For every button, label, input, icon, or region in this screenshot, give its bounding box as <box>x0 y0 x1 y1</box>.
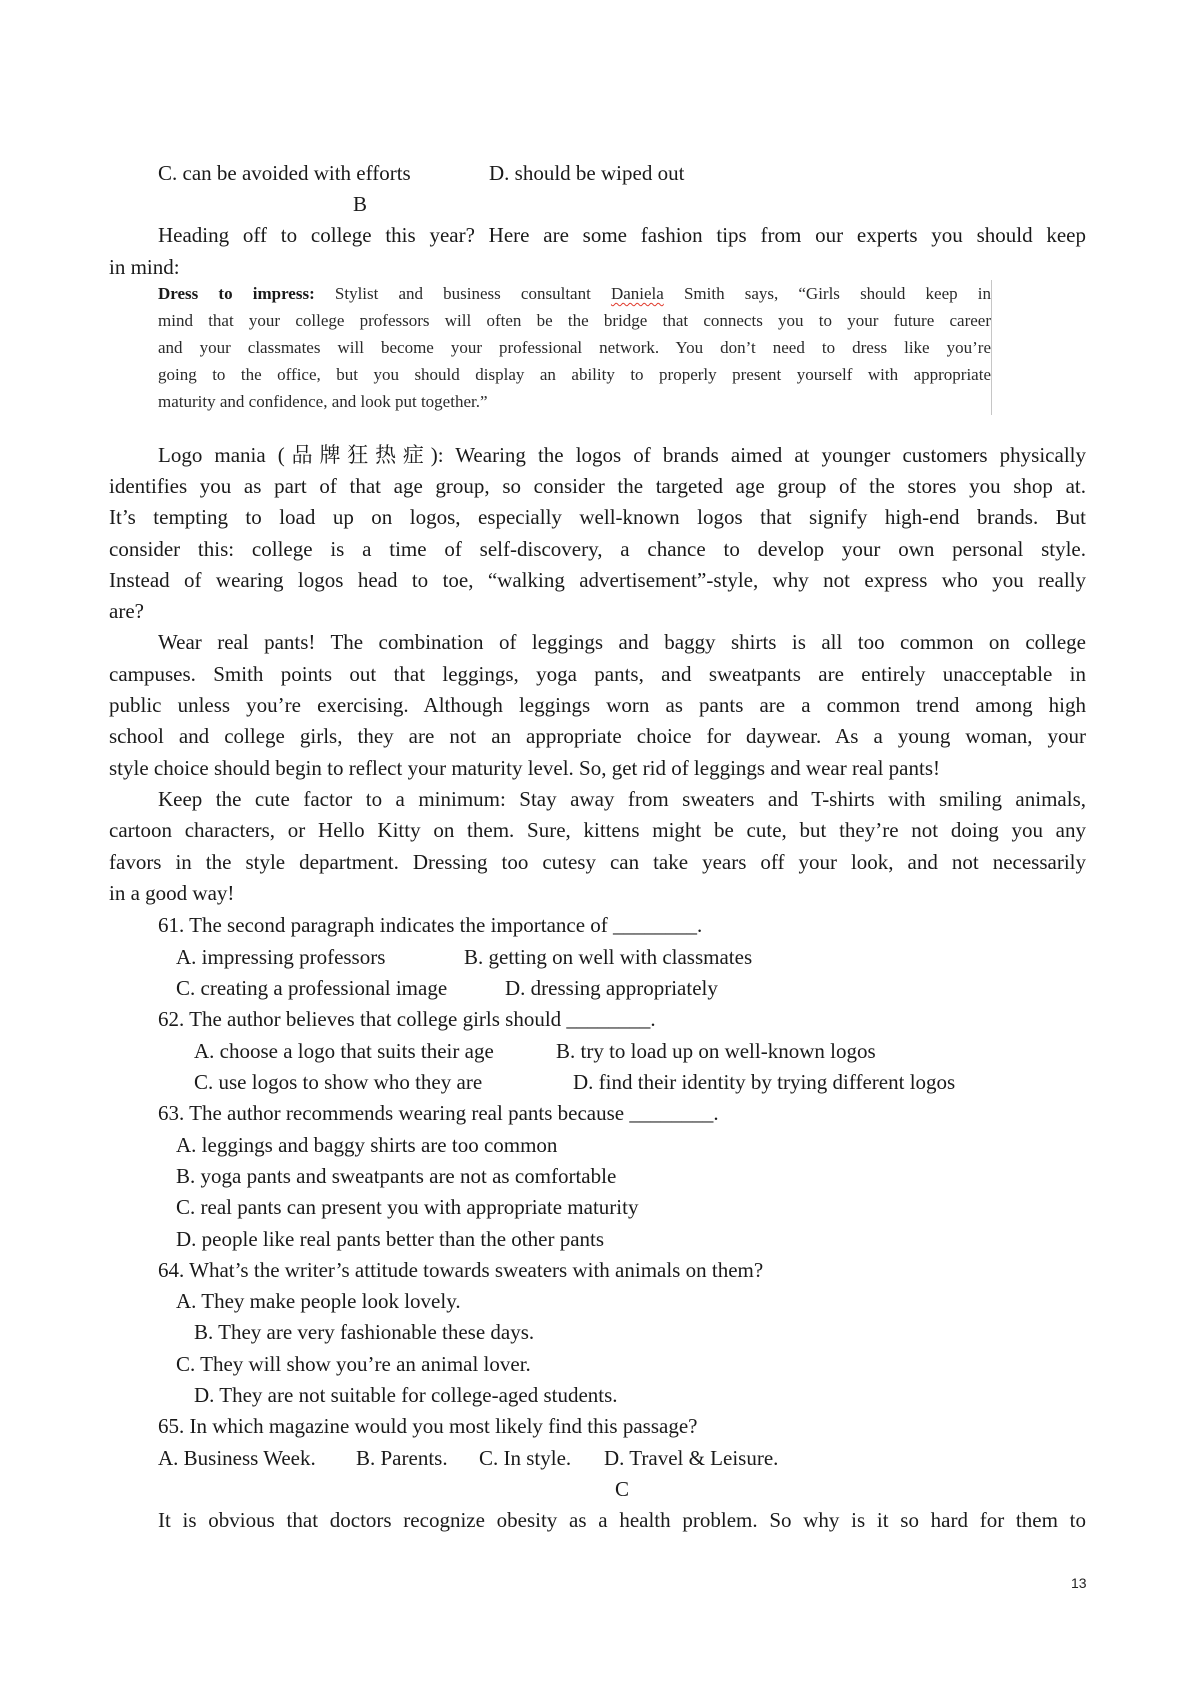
paragraph-line: style choice should begin to reflect your maturity level. So, get rid of leggings and wear real pants! <box>109 756 941 780</box>
answer-option: D. find their identity by trying different logos <box>573 1070 956 1094</box>
paragraph-line: public unless you’re exercising. Although leggings worn as pants are a common trend among high <box>109 693 1086 717</box>
answer-option: D. dressing appropriately <box>505 976 718 1000</box>
answer-option: C. use logos to show who they are <box>194 1070 483 1094</box>
option-c: C. can be avoided with efforts <box>158 161 411 185</box>
answer-option: D. people like real pants better than the other pants <box>176 1227 605 1251</box>
tip-text: Stylist and business consultant <box>314 284 611 303</box>
answer-option: B. Parents. <box>356 1446 448 1470</box>
option-d: D. should be wiped out <box>489 161 685 185</box>
question-stem: 65. In which magazine would you most likely find this passage? <box>158 1414 698 1438</box>
paragraph-line: Instead of wearing logos head to toe, “walking advertisement”-style, why not express who you really <box>109 568 1086 592</box>
intro-line: in mind: <box>109 255 180 279</box>
paragraph-line: Keep the cute factor to a minimum: Stay away from sweaters and T-shirts with smiling animals, <box>158 787 1086 811</box>
question-stem: 64. What’s the writer’s attitude towards sweaters with animals on them? <box>158 1258 764 1282</box>
paragraph-line: identifies you as part of that age group, so consider the targeted age group of the stores you shop at. <box>109 474 1086 498</box>
tip-line: mind that your college professors will often be the bridge that connects you to your future career <box>158 311 991 330</box>
answer-option: C. In style. <box>479 1446 572 1470</box>
question-stem: 63. The author recommends wearing real pants because ________. <box>158 1101 719 1125</box>
question-stem: 62. The author believes that college girls should ________. <box>158 1007 656 1031</box>
tip-line: maturity and confidence, and look put together.” <box>158 392 488 411</box>
question-stem: 61. The second paragraph indicates the importance of ________. <box>158 913 703 937</box>
answer-option: A. Business Week. <box>158 1446 316 1470</box>
tip-box-image <box>158 280 992 415</box>
answer-option: C. creating a professional image <box>176 976 448 1000</box>
spellcheck-flagged-name: Daniela <box>610 284 664 303</box>
section-c-label: C <box>615 1477 630 1501</box>
answer-option: A. choose a logo that suits their age <box>194 1039 494 1063</box>
answer-option: A. impressing professors <box>176 945 386 969</box>
answer-option: D. They are not suitable for college-aged students. <box>194 1383 618 1407</box>
answer-option: D. Travel & Leisure. <box>604 1446 779 1470</box>
tip-text: Smith says, “Girls should keep in <box>663 284 991 303</box>
paragraph-line: favors in the style department. Dressing too cutesy can take years off your look, and not necessarily <box>109 850 1086 874</box>
paragraph-line: Wear real pants! The combination of leggings and baggy shirts is all too common on college <box>158 630 1086 654</box>
paragraph-line: Logo mania (品牌狂热症): Wearing the logos of brands aimed at younger customers physically <box>158 443 1086 467</box>
tip-line <box>158 280 991 307</box>
answer-option: A. They make people look lovely. <box>176 1289 461 1313</box>
page-number: 13 <box>1071 1575 1087 1591</box>
answer-option: B. getting on well with classmates <box>464 945 753 969</box>
paragraph-line: school and college girls, they are not an appropriate choice for daywear. As a young woman, your <box>109 724 1086 748</box>
answer-option: C. They will show you’re an animal lover. <box>176 1352 531 1376</box>
paragraph-line: consider this: college is a time of self-discovery, a chance to develop your own personal style. <box>109 537 1086 561</box>
tip-heading: Dress to impress: <box>158 284 315 303</box>
paragraph-line: are? <box>109 599 144 623</box>
answer-option: A. leggings and baggy shirts are too common <box>176 1133 558 1157</box>
section-b-label: B <box>353 192 368 216</box>
paragraph-line: campuses. Smith points out that leggings, yoga pants, and sweatpants are entirely unacceptable in <box>109 662 1086 686</box>
tip-line: going to the office, but you should display an ability to properly present yourself with appropriate <box>158 365 991 384</box>
intro-line: Heading off to college this year? Here are some fashion tips from our experts you should keep <box>158 223 1086 247</box>
paragraph-line: It’s tempting to load up on logos, especially well-known logos that signify high-end brands. But <box>109 505 1086 529</box>
paragraph-line: in a good way! <box>109 881 235 905</box>
paragraph-line: It is obvious that doctors recognize obesity as a health problem. So why is it so hard for them to <box>158 1508 1086 1532</box>
answer-option: B. yoga pants and sweatpants are not as comfortable <box>176 1164 617 1188</box>
answer-option: B. They are very fashionable these days. <box>194 1320 535 1344</box>
paragraph-line: cartoon characters, or Hello Kitty on them. Sure, kittens might be cute, but they’re not doing you any <box>109 818 1086 842</box>
tip-line: and your classmates will become your professional network. You don’t need to dress like you’re <box>158 338 991 357</box>
answer-option: C. real pants can present you with appropriate maturity <box>176 1195 639 1219</box>
answer-option: B. try to load up on well-known logos <box>556 1039 876 1063</box>
